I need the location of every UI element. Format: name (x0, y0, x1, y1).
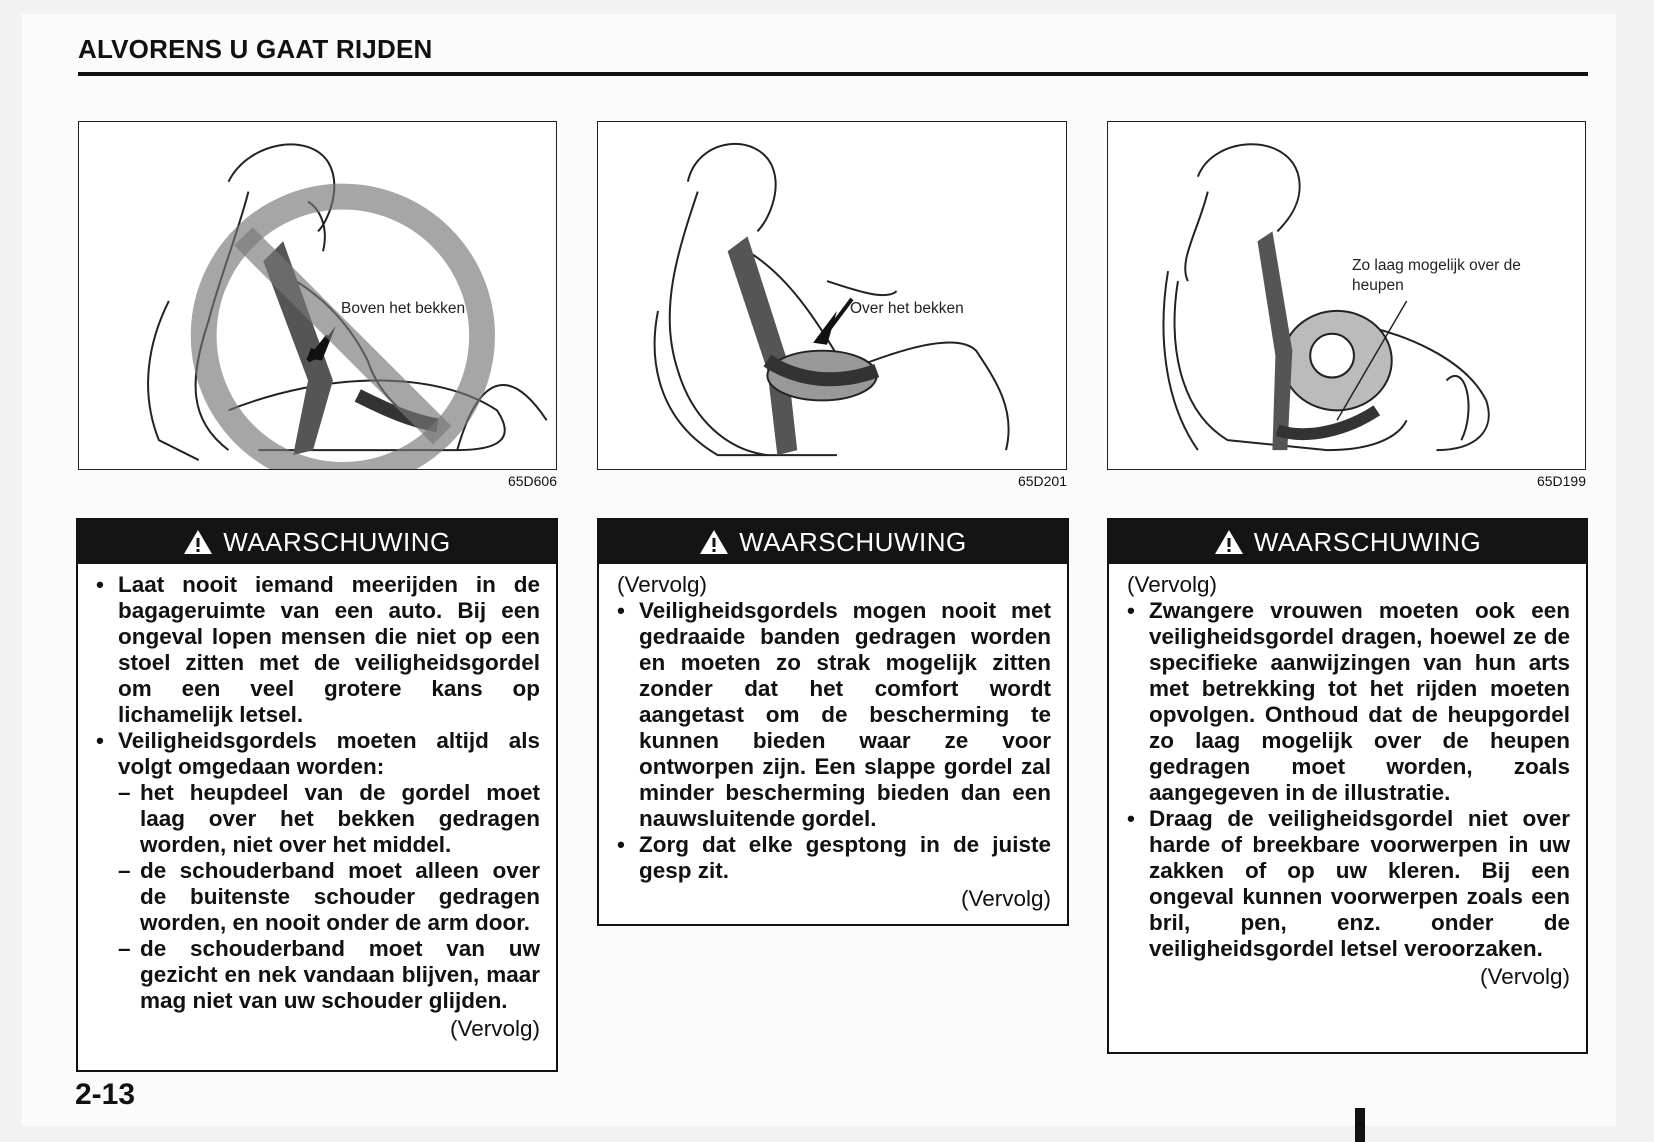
warning-item: • Draag de veiligheidsgordel niet over harde of breekbare voorwerpen in uw zakken of op uw kleren. Bij een ongeval kunnen voorwerpen zoals een bril, pen, enz. onder de veiligheidsgordel letsel veroorzaken. (1127, 806, 1570, 962)
continued-note: (Vervolg) (617, 572, 708, 597)
seated-woman-illustration (598, 122, 1066, 469)
page-number: 2-13 (75, 1078, 136, 1111)
figure-code: 65D199 (1536, 473, 1586, 489)
warning-triangle-icon (699, 529, 729, 555)
warning-box (597, 518, 1069, 926)
warning-box (76, 518, 558, 1072)
warning-title: WAARSCHUWING (739, 526, 967, 557)
figure-callout: Over het bekken (850, 300, 964, 317)
warning-box (1107, 518, 1588, 1054)
header-rule (78, 72, 1588, 76)
figure-callout: Zo laag mogelijk over de heupen (1352, 257, 1521, 294)
warning-item-text: Veiligheidsgordels moeten altijd als volgt omgedaan worden: (118, 728, 540, 779)
warning-subitem: – het heupdeel van de gordel moet laag over het bekken gedragen worden, niet over het middel. (118, 780, 540, 858)
figure-code: 65D606 (507, 473, 557, 489)
warning-subitem: – de schouderband moet van uw gezicht en nek vandaan blijven, maar mag niet van uw schouder glijden. (118, 936, 540, 1014)
figure-code: 65D201 (1017, 473, 1067, 489)
warning-header (599, 520, 1067, 564)
warning-subitem: – de schouderband moet alleen over de buitenste schouder gedragen worden, en nooit onder de arm door. (118, 858, 540, 936)
warning-item (96, 728, 540, 1014)
figure-pregnant-belt (1107, 121, 1586, 470)
warning-item: • Zwangere vrouwen moeten ook een veiligheidsgordel dragen, hoewel ze de specifieke aanwijzingen van hun arts met betrekking tot het rijden moeten opvolgen. Onthoud dat de heupgordel zo laag mogelijk over de heupen gedragen moet worden, zoals aangegeven in de illustratie. (1127, 598, 1570, 806)
section-title: ALVORENS U GAAT RIJDEN (78, 34, 433, 64)
warning-header (78, 520, 556, 564)
warning-item: • Laat nooit iemand meerijden in de bagageruimte van een auto. Bij een ongeval lopen mensen die niet op een stoel zitten met de veiligheidsgordel om een veel grotere kans op lichamelijk letsel. (96, 572, 540, 728)
warning-item: • Veiligheidsgordels mogen nooit met gedraaide banden gedragen worden en moeten zo strak mogelijk zitten zonder dat het comfort wordt aangetast om de bescherming te kunnen bieden waar ze voor ontworpen zijn. Een slappe gordel zal minder bescherming bieden dan een nauwsluitende gordel. (617, 598, 1051, 832)
figure-callout: Boven het bekken (341, 300, 466, 317)
warning-item: • Zorg dat elke gesptong in de juiste gesp zit. (617, 832, 1051, 884)
warning-header (1109, 520, 1586, 564)
figure-lap-belt-correct (597, 121, 1067, 470)
warning-triangle-icon (183, 529, 213, 555)
seated-woman-illustration (79, 122, 556, 469)
continued-note: (Vervolg) (449, 1016, 540, 1041)
figure-lap-belt-wrong (78, 121, 557, 470)
warning-title: WAARSCHUWING (223, 526, 451, 557)
page-edge-mark (1355, 1108, 1365, 1142)
warning-triangle-icon (1214, 529, 1244, 555)
continued-note: (Vervolg) (1479, 964, 1570, 989)
continued-note: (Vervolg) (960, 886, 1051, 911)
warning-title: WAARSCHUWING (1253, 526, 1482, 557)
continued-note: (Vervolg) (1127, 572, 1218, 597)
